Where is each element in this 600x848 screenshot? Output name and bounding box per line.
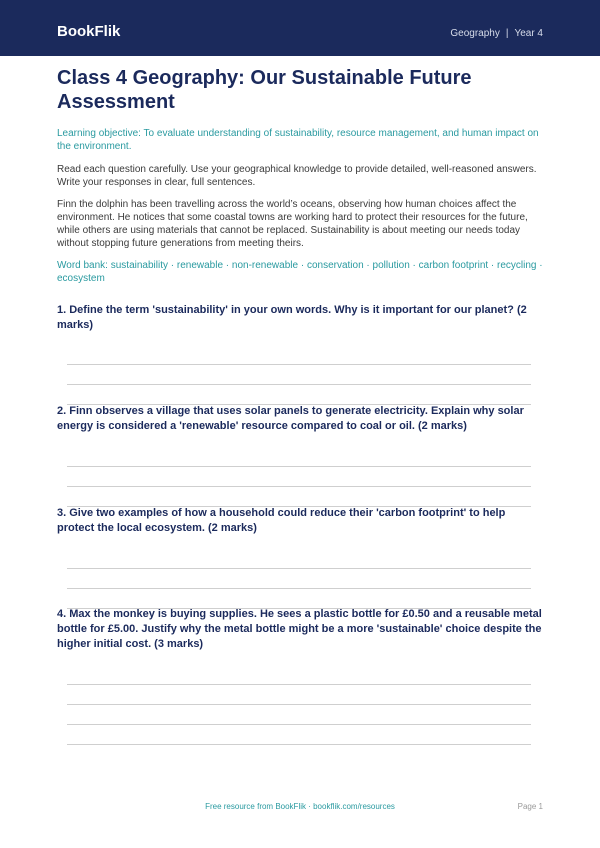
answer-line[interactable] bbox=[67, 364, 531, 365]
brand-logo[interactable]: BookFlik bbox=[57, 23, 121, 40]
meta-separator: | bbox=[505, 28, 509, 39]
question-4 bbox=[57, 607, 543, 652]
answer-line[interactable] bbox=[67, 466, 531, 467]
page-header bbox=[0, 0, 600, 56]
answer-line[interactable] bbox=[67, 486, 531, 487]
question-2 bbox=[57, 404, 543, 434]
page-title: Class 4 Geography: Our Sustainable Future Assessment bbox=[57, 67, 472, 113]
page-number: Page 1 bbox=[517, 802, 543, 811]
subject-label: Geography bbox=[450, 28, 500, 39]
year-label: Year 4 bbox=[514, 28, 543, 39]
answer-line[interactable] bbox=[67, 384, 531, 385]
question-text: 1. Define the term 'sustainability' in your own words. Why is it important for our planet? (2 marks) bbox=[57, 304, 527, 331]
question-text: 3. Give two examples of how a household could reduce their 'carbon footprint' to help protect the local ecosystem. (2 marks) bbox=[57, 507, 506, 534]
intro-section bbox=[57, 66, 543, 285]
answer-line[interactable] bbox=[67, 588, 531, 589]
answer-line[interactable] bbox=[67, 684, 531, 685]
intro-text: Finn the dolphin has been travelling across the world’s oceans, observing how human choices affect the environment. He notices that some coastal towns are working hard to protect their resources for the future, while others are using materials that cannot be replaced. Sustainability is about meeting our needs today without stopping future generations from meeting theirs. bbox=[57, 199, 528, 249]
answer-line[interactable] bbox=[67, 704, 531, 705]
question-text: 4. Max the monkey is buying supplies. He sees a plastic bottle for £0.50 and a reusable metal bottle for £5.00. Justify why the metal bottle might be a more 'sustainable' choice despite the higher initial cost. (3 marks) bbox=[57, 608, 542, 650]
question-1 bbox=[57, 303, 543, 333]
instructions-text: Read each question carefully. Use your geographical knowledge to provide detailed, well-reasoned answers. Write your responses in clear, full sentences. bbox=[57, 164, 537, 188]
header-meta bbox=[450, 28, 543, 39]
answer-line[interactable] bbox=[67, 568, 531, 569]
word-bank: Word bank: sustainability · renewable · non-renewable · conservation · pollution · carbon footprint · recycling · ecosystem bbox=[57, 260, 543, 284]
footer-credit[interactable]: Free resource from BookFlik · bookflik.com/resources bbox=[205, 802, 395, 811]
question-text: 2. Finn observes a village that uses solar panels to generate electricity. Explain why solar energy is considered a 'renewable' resource compared to coal or oil. (2 marks) bbox=[57, 405, 524, 432]
learning-objective: Learning objective: To evaluate understanding of sustainability, resource management, and human impact on the environment. bbox=[57, 128, 539, 152]
question-3 bbox=[57, 506, 543, 536]
answer-line[interactable] bbox=[67, 744, 531, 745]
answer-line[interactable] bbox=[67, 724, 531, 725]
